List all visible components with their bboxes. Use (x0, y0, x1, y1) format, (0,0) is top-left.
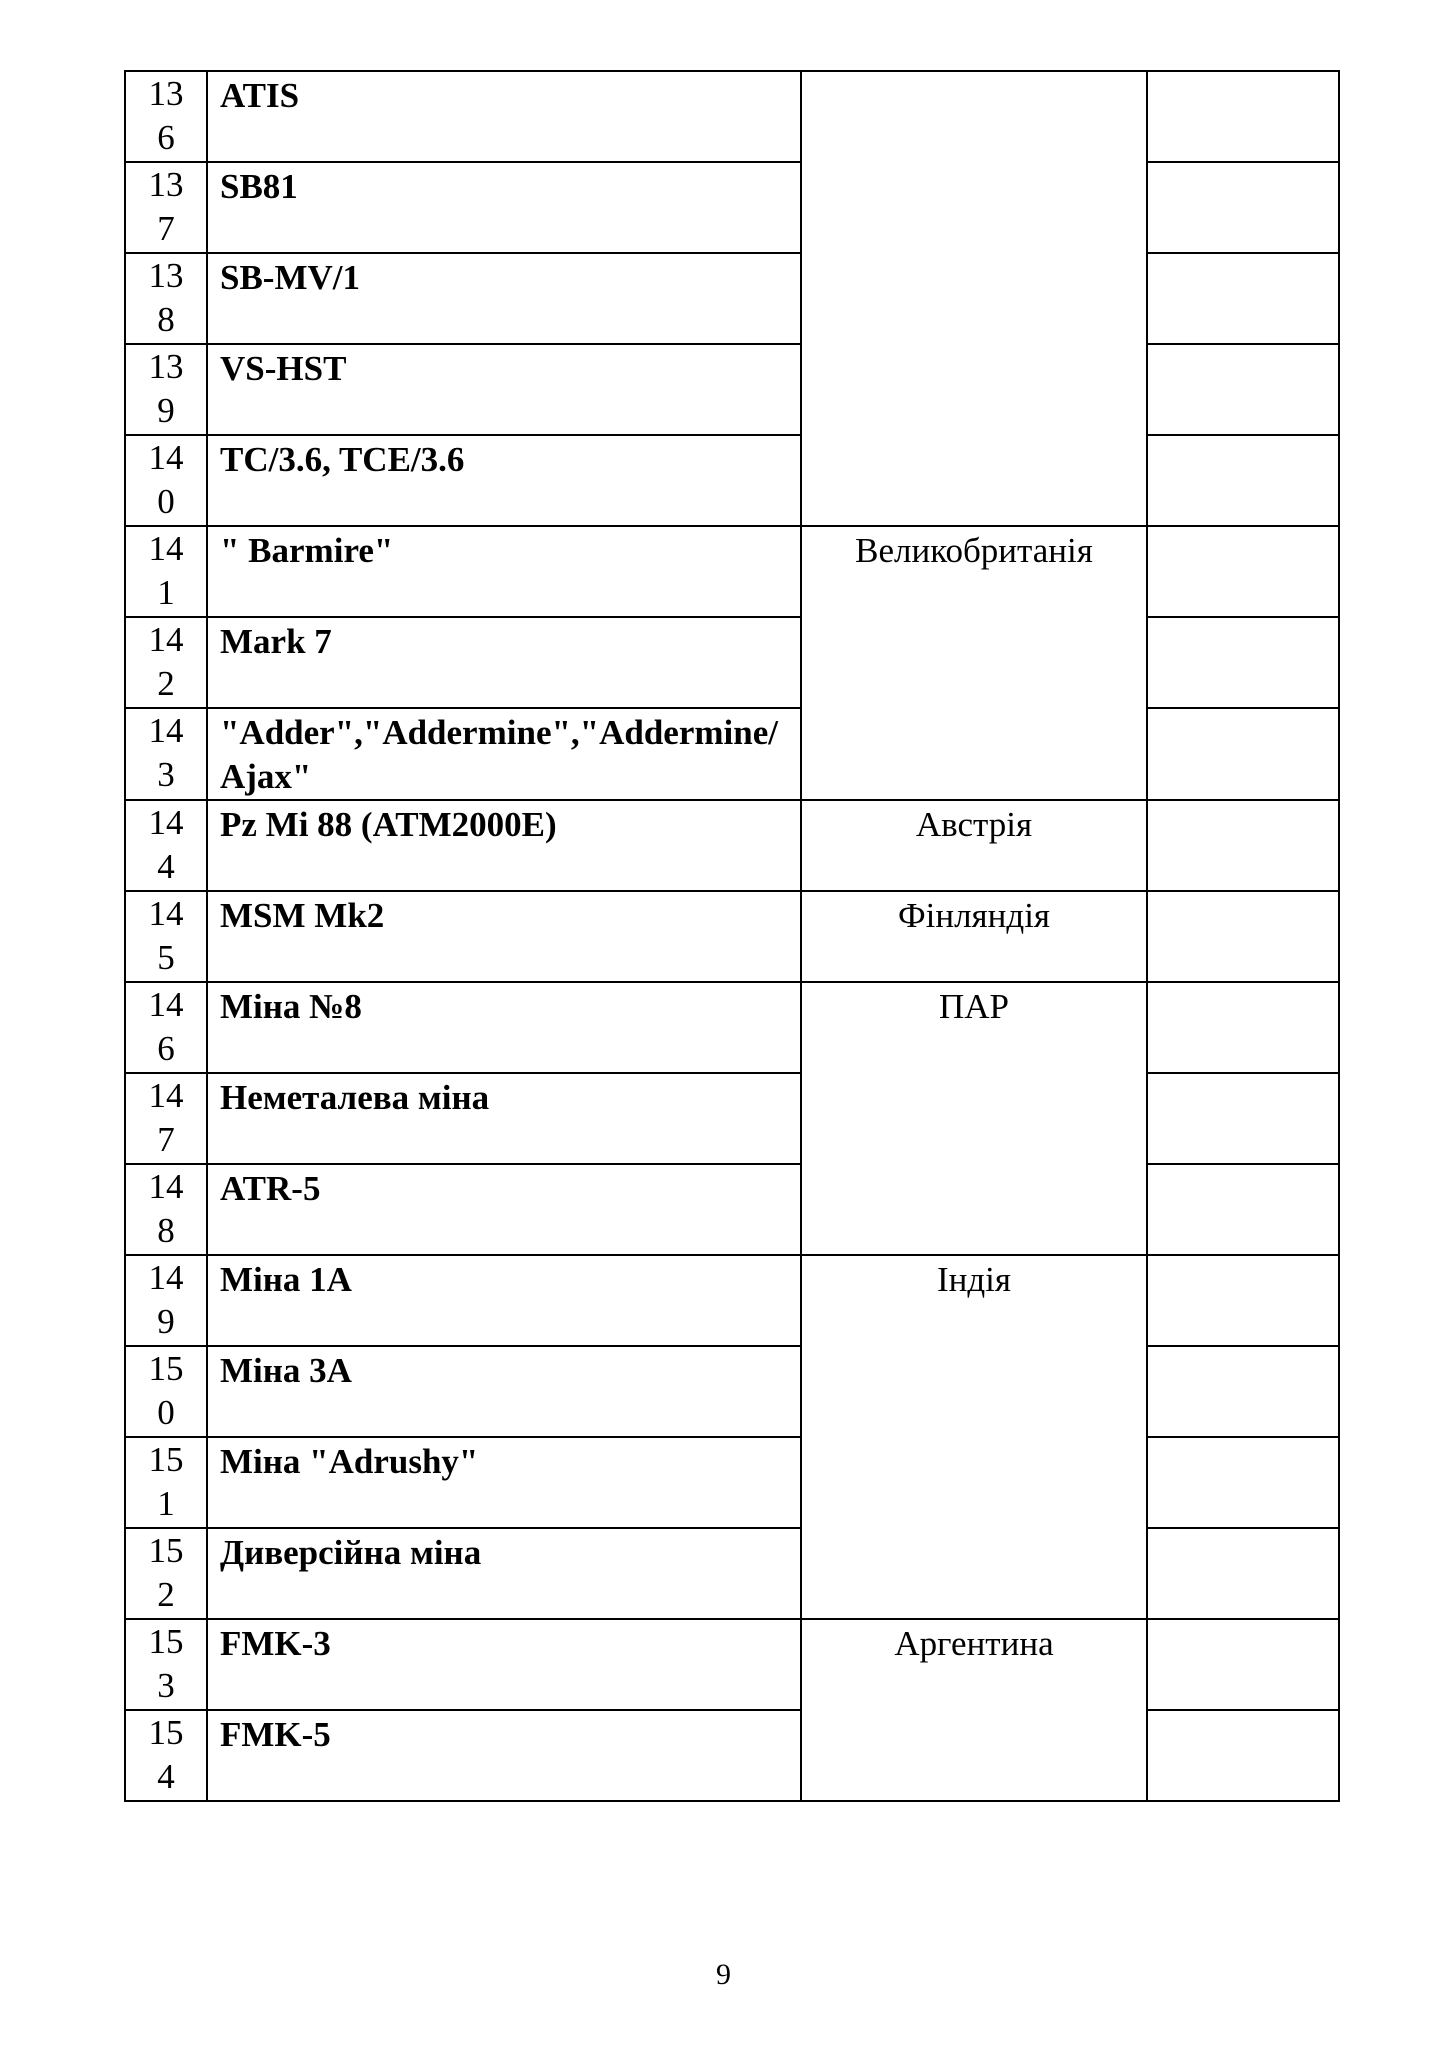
mine-name: Диверсійна міна (207, 1528, 801, 1619)
country-cell: Індія (801, 1255, 1147, 1619)
country-cell: Аргентина (801, 1619, 1147, 1801)
table-row (125, 253, 1339, 344)
table-row (125, 1346, 1339, 1437)
table-row (125, 1255, 1339, 1346)
row-number: 144 (125, 800, 207, 891)
row-number: 145 (125, 891, 207, 982)
empty-cell (1147, 982, 1339, 1073)
table-row (125, 71, 1339, 162)
empty-cell (1147, 435, 1339, 526)
mine-name: Міна 1А (207, 1255, 801, 1346)
table-row (125, 1619, 1339, 1710)
empty-cell (1147, 617, 1339, 708)
empty-cell (1147, 891, 1339, 982)
mines-table (124, 70, 1340, 1802)
country-cell: ПАР (801, 982, 1147, 1255)
page-number: 9 (716, 1958, 731, 1991)
country-cell: Австрія (801, 800, 1147, 891)
table-row (125, 617, 1339, 708)
mine-name: Міна "Adrushy" (207, 1437, 801, 1528)
mine-name: SB-MV/1 (207, 253, 801, 344)
mine-name: Mark 7 (207, 617, 801, 708)
empty-cell (1147, 71, 1339, 162)
empty-cell (1147, 162, 1339, 253)
table-row (125, 526, 1339, 617)
row-number: 137 (125, 162, 207, 253)
row-number: 149 (125, 1255, 207, 1346)
row-number: 147 (125, 1073, 207, 1164)
empty-cell (1147, 800, 1339, 891)
mine-name: Міна 3А (207, 1346, 801, 1437)
country-cell (801, 71, 1147, 526)
table-row (125, 1437, 1339, 1528)
empty-cell (1147, 253, 1339, 344)
empty-cell (1147, 1619, 1339, 1710)
row-number: 140 (125, 435, 207, 526)
table-row (125, 800, 1339, 891)
country-cell: Фінляндія (801, 891, 1147, 982)
mine-name: TC/3.6, TCE/3.6 (207, 435, 801, 526)
row-number: 146 (125, 982, 207, 1073)
country-cell: Великобританія (801, 526, 1147, 800)
row-number: 139 (125, 344, 207, 435)
row-number: 136 (125, 71, 207, 162)
row-number: 148 (125, 1164, 207, 1255)
row-number: 154 (125, 1710, 207, 1801)
row-number: 150 (125, 1346, 207, 1437)
row-number: 141 (125, 526, 207, 617)
row-number: 142 (125, 617, 207, 708)
empty-cell (1147, 526, 1339, 617)
table-row (125, 891, 1339, 982)
empty-cell (1147, 1710, 1339, 1801)
table-row (125, 708, 1339, 800)
mine-name: "Adder","Addermine","Addermine/Ajax" (207, 708, 801, 800)
mine-name: Pz Mi 88 (ATM2000E) (207, 800, 801, 891)
mine-name: VS-HST (207, 344, 801, 435)
mine-name: Неметалева міна (207, 1073, 801, 1164)
mine-name: MSM Mk2 (207, 891, 801, 982)
table-row (125, 982, 1339, 1073)
mine-name: " Barmire" (207, 526, 801, 617)
empty-cell (1147, 1164, 1339, 1255)
empty-cell (1147, 1437, 1339, 1528)
table-row (125, 344, 1339, 435)
table-row (125, 1528, 1339, 1619)
row-number: 151 (125, 1437, 207, 1528)
table-row (125, 1710, 1339, 1801)
empty-cell (1147, 708, 1339, 800)
empty-cell (1147, 1528, 1339, 1619)
row-number: 153 (125, 1619, 207, 1710)
row-number: 143 (125, 708, 207, 800)
table-row (125, 435, 1339, 526)
row-number: 152 (125, 1528, 207, 1619)
empty-cell (1147, 1255, 1339, 1346)
mine-name: FMK-5 (207, 1710, 801, 1801)
mine-name: FMK-3 (207, 1619, 801, 1710)
table-row (125, 1073, 1339, 1164)
table-row (125, 1164, 1339, 1255)
empty-cell (1147, 1073, 1339, 1164)
mine-name: ATIS (207, 71, 801, 162)
mine-name: SB81 (207, 162, 801, 253)
table-row (125, 162, 1339, 253)
mine-name: Міна №8 (207, 982, 801, 1073)
empty-cell (1147, 1346, 1339, 1437)
row-number: 138 (125, 253, 207, 344)
mine-name: ATR-5 (207, 1164, 801, 1255)
empty-cell (1147, 344, 1339, 435)
